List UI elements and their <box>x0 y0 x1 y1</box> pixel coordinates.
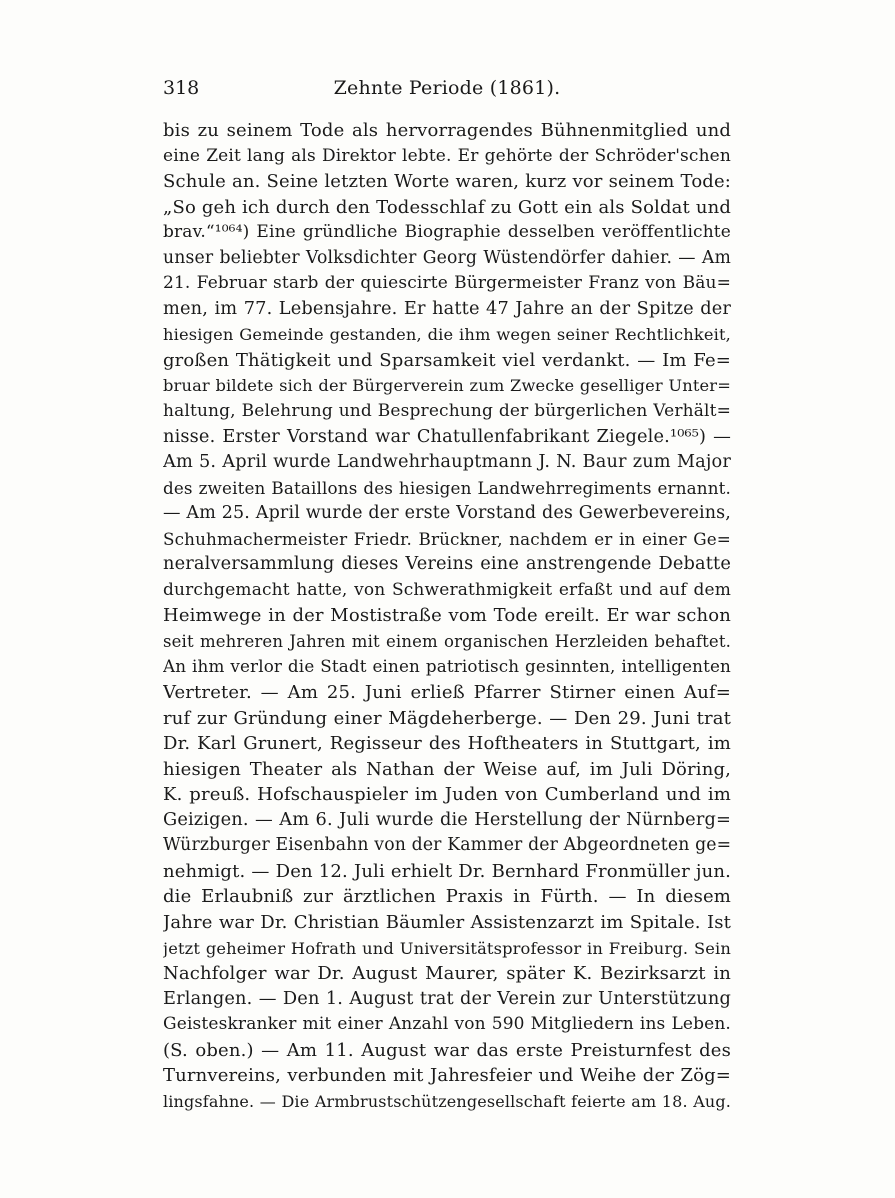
text-line: lingsfahne. — Die Armbrustschützengesellschaft feierte am 18. Aug. <box>163 1091 731 1111</box>
text-line: großen Thätigkeit und Sparsamkeit viel verdankt. — Im Fe= <box>163 349 731 371</box>
text-line: hiesigen Theater als Nathan der Weise auf, im Juli Döring, <box>163 758 731 780</box>
text-line: bis zu seinem Tode als hervorragendes Bühnenmitglied und <box>163 120 731 141</box>
text-line: Schuhmachermeister Friedr. Brückner, nachdem er in einer Ge= <box>163 528 731 549</box>
text-line: Würzburger Eisenbahn von der Kammer der Abgeordneten ge= <box>163 835 731 856</box>
text-line: seit mehreren Jahren mit einem organischen Herzleiden behaftet. <box>163 631 731 651</box>
text-line: eine Zeit lang als Direktor lebte. Er gehörte der Schröder'schen <box>163 145 731 166</box>
page-number: 318 <box>163 77 200 99</box>
text-line: jetzt geheimer Hofrath und Universitätsprofessor in Freiburg. Sein <box>163 938 731 958</box>
text-line: bruar bildete sich der Bürgerverein zum Zwecke geselliger Unter= <box>163 376 731 396</box>
text-line: unser beliebter Volksdichter Georg Wüstendörfer dahier. — Am <box>163 247 731 268</box>
text-line: ruf zur Gründung einer Mägdeherberge. — Den 29. Juni trat <box>163 707 731 729</box>
text-line: Nachfolger war Dr. August Maurer, später K. Bezirksarzt in <box>163 963 731 985</box>
text-line: Erlangen. — Den 1. August trat der Verein zur Unterstützung <box>163 988 731 1009</box>
text-line: „So geh ich durch den Todesschlaf zu Gott ein als Soldat und <box>163 196 731 218</box>
text-line: An ihm verlor die Stadt einen patriotisch gesinnten, intelligenten <box>163 656 731 677</box>
text-line: Vertreter. — Am 25. Juni erließ Pfarrer Stirner einen Auf= <box>163 682 731 704</box>
text-line: Dr. Karl Grunert, Regisseur des Hoftheaters in Stuttgart, im <box>163 733 731 755</box>
text-line: K. preuß. Hofschauspieler im Juden von Cumberland und im <box>163 784 731 806</box>
text-line: nisse. Erster Vorstand war Chatullenfabrikant Ziegele.¹⁰⁶⁵) — <box>163 426 731 447</box>
text-line: des zweiten Bataillons des hiesigen Landwehrregiments ernannt. <box>163 477 731 498</box>
text-line: haltung, Belehrung und Besprechung der bürgerlichen Verhält= <box>163 401 731 422</box>
page-header <box>163 76 731 104</box>
text-line: neralversammlung dieses Vereins eine anstrengende Debatte <box>163 554 731 575</box>
text-line: (S. oben.) — Am 11. August war das erste Preisturnfest des <box>163 1039 731 1061</box>
text-line: hiesigen Gemeinde gestanden, die ihm wegen seiner Rechtlichkeit, <box>163 325 731 345</box>
text-line: Schule an. Seine letzten Worte waren, kurz vor seinem Tode: <box>163 171 731 193</box>
text-line: Heimwege in der Mostistraße vom Tode ereilt. Er war schon <box>163 605 731 627</box>
text-line: nehmigt. — Den 12. Juli erhielt Dr. Bernhard Fronmüller jun. <box>163 860 731 882</box>
text-line: Jahre war Dr. Christian Bäumler Assistenzarzt im Spitale. Ist <box>163 911 731 933</box>
text-line: durchgemacht hatte, von Schwerathmigkeit erfaßt und auf dem <box>163 579 731 600</box>
text-line: 21. Februar starb der quiescirte Bürgermeister Franz von Bäu= <box>163 273 731 294</box>
text-line: brav.“¹⁰⁶⁴) Eine gründliche Biographie desselben veröffentlichte <box>163 222 731 243</box>
text-line: die Erlaubniß zur ärztlichen Praxis in Fürth. — In diesem <box>163 886 731 908</box>
text-line: men, im 77. Lebensjahre. Er hatte 47 Jahre an der Spitze der <box>163 298 731 319</box>
text-line: — Am 25. April wurde der erste Vorstand des Gewerbevereins, <box>163 503 731 524</box>
running-head: Zehnte Periode (1861). <box>333 77 561 99</box>
text-line: Am 5. April wurde Landwehrhauptmann J. N. Baur zum Major <box>163 452 731 473</box>
text-line: Geisteskranker mit einer Anzahl von 590 Mitgliedern ins Leben. <box>163 1014 731 1035</box>
text-line: Turnvereins, verbunden mit Jahresfeier und Weihe der Zög= <box>163 1065 731 1087</box>
text-line: Geizigen. — Am 6. Juli wurde die Herstellung der Nürnberg= <box>163 809 731 830</box>
body-text <box>163 118 731 1114</box>
